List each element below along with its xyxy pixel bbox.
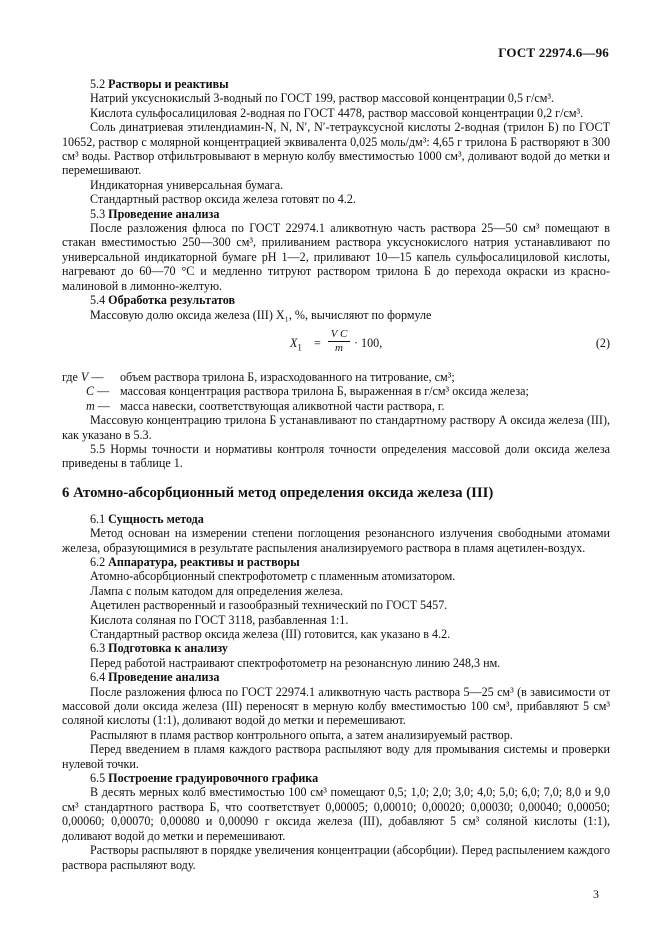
paragraph: Кислота сульфосалициловая 2-водная по ГОСТ 4478, раствор массовой концентрации 0,2 г/см³.	[90, 105, 584, 120]
section-heading-5-4: 5.4 Обработка результатов	[90, 293, 235, 308]
formula-equals: =	[314, 335, 321, 350]
paragraph: Ацетилен растворенный и газообразный технический по ГОСТ 5457.	[90, 598, 448, 613]
paragraph: Натрий уксуснокислый 3-водный по ГОСТ 199, раствор массовой концентрации 0,5 г/см³.	[90, 91, 555, 106]
formula-lhs: $X_1$	[290, 335, 302, 353]
page-number: 3	[593, 887, 599, 901]
paragraph: Растворы распыляют в порядке увеличения концентрации (абсорбции). Перед распылением каждого раствора распыляют воду.	[62, 843, 610, 872]
formula-fraction	[328, 328, 350, 355]
paragraph: Стандартный раствор оксида железа готовят по 4.2.	[90, 192, 356, 207]
paragraph: Соль динатриевая этилендиамин-N, N, N′, N′-тетрауксусной кислоты 2-водная (трилон Б) по ГОСТ 10652, раствор с молярной концентрацией эквивалента 0,025 моль/дм³: 4,65 г трилона Б растворяют в 300 см³ воды. Раствор отфильтровывают в мерную колбу вместимостью 1000 см³, доливают водой до метки и перемешивают.	[62, 120, 610, 178]
paragraph: Атомно-абсорбционный спектрофотометр с пламенным атомизатором.	[90, 569, 456, 584]
formula-number: (2)	[595, 335, 610, 350]
formula	[62, 326, 610, 366]
legend-row: где V — объем раствора трилона Б, израсходованного на титрование, см³;	[62, 369, 455, 384]
paragraph: В десять мерных колб вместимостью 100 см³ помещают 0,5; 1,0; 2,0; 3,0; 4,0; 5,0; 6,0; 7,0; 8,0 и 9,0 см³ стандартного раствора Б, что соответствует 0,00005; 0,00010; 0,00020; 0,00030; 0,00040; 0,00050; 0,00060; 0,00070; 0,00080 и 0,00090 г оксида железа (III), добавляют 5 см³ соляной кислоты (1:1), доливают водой до метки и перемешивают.	[62, 785, 610, 843]
paragraph: Лампа с полым катодом для определения железа.	[90, 583, 344, 598]
standard-header: ГОСТ 22974.6—96	[498, 45, 609, 60]
legend-row: C — массовая концентрация раствора трилона Б, выраженная в г/см³ оксида железа;	[86, 384, 529, 399]
section-heading-6-1: 6.1 Сущность метода	[90, 511, 204, 526]
section-title-6: 6 Атомно-абсорбционный метод определения оксида железа (III)	[62, 484, 494, 501]
paragraph: Кислота соляная по ГОСТ 3118, разбавленная 1:1.	[90, 612, 349, 627]
formula-legend	[62, 370, 610, 413]
paragraph-5-5: 5.5 Нормы точности и нормативы контроля точности определения массовой доли оксида железа приведены в таблице 1.	[62, 441, 610, 471]
section-heading-6-4: 6.4 Проведение анализа	[90, 670, 220, 685]
paragraph: Массовую долю оксида железа (III) X₁, %, вычисляют по формуле	[90, 307, 432, 322]
paragraph: Перед введением в пламя каждого раствора распыляют воду для промывания системы и проверки нулевой точки.	[62, 742, 610, 771]
paragraph: Массовую концентрацию трилона Б устанавливают по стандартному раствору А оксида железа (III), как указано в 5.3.	[62, 413, 610, 442]
section-heading-5-3: 5.3 Проведение анализа	[90, 206, 220, 221]
paragraph: После разложения флюса по ГОСТ 22974.1 аликвотную часть раствора 25—50 см³ помещают в стакан вместимостью 250—300 см³, приливанием раствора уксуснокислого натрия устанавливают по универсальной индикаторной бумаге pH 1—2, приливают 10—15 капель сульфосалициловой кислоты, нагревают до 60—70 °С и медленно титруют раствором трилона Б до перехода окраски из красно-малиновой в лимонно-желтую.	[62, 221, 610, 293]
paragraph: Перед работой настраивают спектрофотометр на резонансную линию 248,3 нм.	[90, 655, 501, 670]
section-heading-6-2: 6.2 Аппаратура, реактивы и растворы	[90, 554, 300, 569]
paragraph: После разложения флюса по ГОСТ 22974.1 аликвотную часть раствора 5—25 см³ (в зависимости от массовой доли оксида железа (III) переносят в мерную колбу вместимостью 100 см³, прибавляют 5 см³ соляной кислоты (1:1), доливают водой до метки и перемешивают.	[62, 684, 610, 728]
formula-numerator: V C	[328, 328, 350, 342]
paragraph: Метод основан на измерении степени поглощения резонансного излучения свободными атомами железа, образующимися в результате распыления анализируемого раствора в пламя ацетилен-воздух.	[62, 526, 610, 555]
formula-tail: · 100,	[354, 335, 383, 350]
section-heading-6-5: 6.5 Построение градуировочного графика	[90, 771, 319, 786]
paragraph: Индикаторная универсальная бумага.	[90, 177, 284, 192]
paragraph: Распыляют в пламя раствор контрольного опыта, а затем анализируемый раствор.	[90, 727, 513, 742]
paragraph: Стандартный раствор оксида железа (III) готовится, как указано в 4.2.	[90, 627, 451, 641]
legend-row: m — масса навески, соответствующая аликвотной части раствора, г.	[86, 398, 445, 413]
section-heading-6-3: 6.3 Подготовка к анализу	[90, 641, 228, 656]
formula-denominator: m	[335, 341, 343, 354]
section-heading-5-2: 5.2 Растворы и реактивы	[90, 77, 229, 91]
page-content	[62, 77, 610, 872]
